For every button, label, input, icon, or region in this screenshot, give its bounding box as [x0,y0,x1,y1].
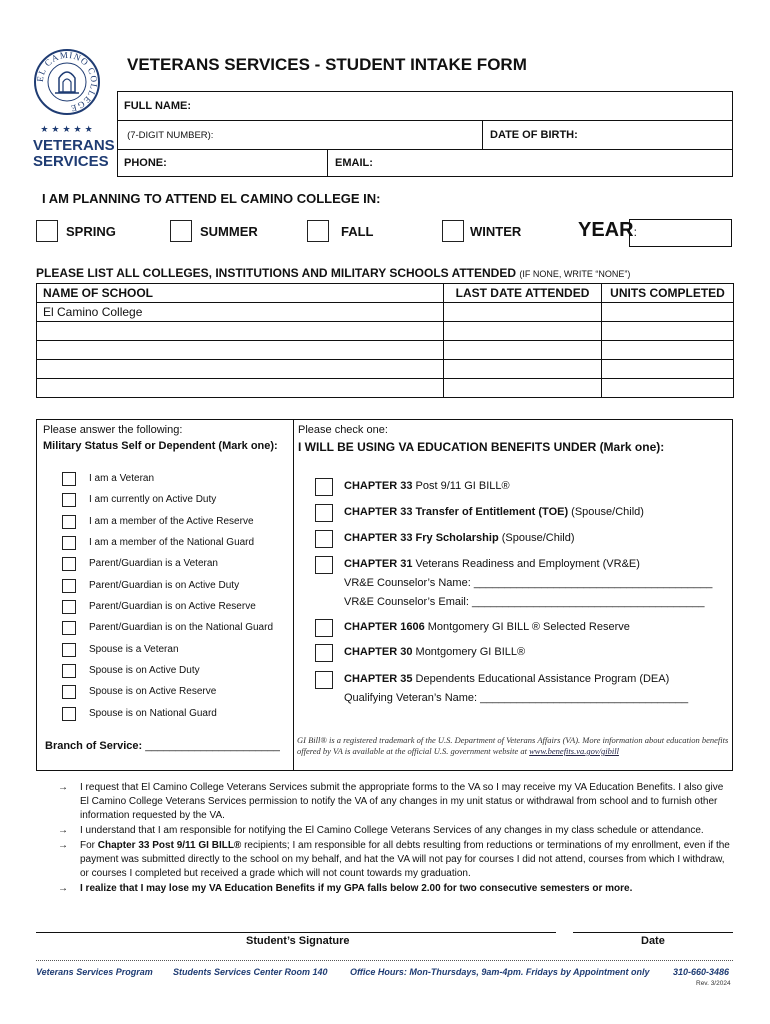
fall-label: FALL [341,224,374,239]
arrow-icon: → [58,840,68,851]
gi-bill-link[interactable]: www.benefits.va.gov/gibill [529,746,619,756]
email-field[interactable] [329,150,729,176]
schools-table [36,283,734,398]
veterans-services-logo-text [33,137,115,170]
status-label: Parent/Guardian is on the National Guard [89,622,273,633]
status-checkbox[interactable] [62,493,76,507]
units-cell[interactable] [602,379,734,398]
student-info-table [117,91,733,177]
qualifying-veteran-name[interactable]: Qualifying Veteran’s Name: __________________________________ [344,692,689,704]
date-label: Date [641,935,665,947]
military-heading: Military Status Self or Dependent (Mark one): [43,440,278,452]
footer-location: Students Services Center Room 140 [173,967,328,977]
branch-of-service[interactable]: Branch of Service: ______________________ [45,740,280,752]
benefits-prompt: Please check one: [298,424,388,436]
student-id-field[interactable] [118,121,483,149]
col-last-date-attended: LAST DATE ATTENDED [444,284,602,303]
schools-heading-note: (IF NONE, WRITE “NONE”) [519,269,631,279]
logo-line-1: VETERANS [33,137,115,154]
full-name-field[interactable] [118,92,732,120]
status-label: Parent/Guardian is on Active Reserve [89,601,256,612]
status-checkbox[interactable] [62,621,76,635]
student-id-row [118,121,732,150]
footer-program: Veterans Services Program [36,967,153,977]
el-camino-seal-logo [33,48,101,116]
contact-row [118,150,732,176]
status-label: Spouse is on Active Duty [89,665,200,676]
ack-item-4: → I realize that I may lose my VA Education Benefits if my GPA falls below 2.00 for two consecutive semesters or more. [58,883,633,894]
signature-label: Student’s Signature [246,935,350,947]
chapter-checkbox[interactable] [315,556,333,574]
status-checkbox[interactable] [62,707,76,721]
benefits-heading: I WILL BE USING VA EDUCATION BENEFITS UNDER (Mark one): [298,440,665,454]
col-units-completed: UNITS COMPLETED [602,284,734,303]
footer-divider [36,960,733,961]
status-label: I am a Veteran [89,473,155,484]
status-checkbox[interactable] [62,600,76,614]
last-date-cell[interactable] [444,341,602,360]
full-name-row [118,92,732,121]
status-checkbox[interactable] [62,536,76,550]
form-title: VETERANS SERVICES - STUDENT INTAKE FORM [127,55,527,74]
last-date-cell[interactable] [444,303,602,322]
status-label: Spouse is on National Guard [89,708,217,719]
chapter-checkbox[interactable] [315,619,333,637]
school-name-cell[interactable] [37,360,444,379]
footer-phone: 310-660-3486 [673,967,730,977]
status-checkbox[interactable] [62,557,76,571]
chapter-checkbox[interactable] [315,478,333,496]
last-date-cell[interactable] [444,379,602,398]
status-label: Spouse is a Veteran [89,644,179,655]
status-checkbox[interactable] [62,664,76,678]
chapter-checkbox[interactable] [315,530,333,548]
table-row [37,379,734,398]
year-input[interactable] [629,219,732,247]
school-name-cell[interactable] [37,379,444,398]
summer-label: SUMMER [200,224,258,239]
vre-counselor-name[interactable]: VR&E Counselor’s Name: _______________________________________ [344,577,713,589]
winter-checkbox[interactable] [442,220,464,242]
gi-bill-trademark-note: GI Bill® is a registered trademark of the U.S. Department of Veterans Affairs (VA). More information about education benefits offered by VA is available at the official U.S. government website at www.benefits.va.gov/gibill [297,735,729,756]
last-date-cell[interactable] [444,360,602,379]
schools-heading [36,266,630,280]
year-label: YEAR: [578,219,637,241]
ack-item-1: → I request that El Camino College Veterans Services submit the appropriate forms to the VA so I may receive my VA Education Benefits. I also give El Camino College Veterans Services permission to notify the VA of any changes in my unit status or withdrawal from school and to furnish other information requested by the VA. [58,782,724,821]
schools-heading-text: PLEASE LIST ALL COLLEGES, INSTITUTIONS AND MILITARY SCHOOLS ATTENDED [36,266,517,280]
status-checkbox[interactable] [62,472,76,486]
dob-field[interactable] [484,121,732,149]
logo-line-2: SERVICES [33,153,109,170]
table-row [37,360,734,379]
signature-line[interactable] [36,932,556,933]
chapter-checkbox[interactable] [315,504,333,522]
status-label: Parent/Guardian is a Veteran [89,558,218,569]
full-name-label: FULL NAME: [124,100,192,112]
student-id-note: (7-DIGIT NUMBER): [127,129,214,141]
school-name-cell[interactable] [37,322,444,341]
winter-label: WINTER [470,224,522,239]
date-line[interactable] [573,932,733,933]
footer-hours: Office Hours: Mon-Thursdays, 9am-4pm. Fridays by Appointment only [350,967,650,977]
status-label: I am a member of the Active Reserve [89,516,254,527]
fall-checkbox[interactable] [307,220,329,242]
military-prompt: Please answer the following: [43,424,183,436]
status-checkbox[interactable] [62,515,76,529]
arrow-icon: → [58,883,68,894]
ack-item-3: → For Chapter 33 Post 9/11 GI BILL® recipients; I am responsible for all debts resulting from reductions or terminations of my enrollment, even if the payment was submitted directly to the school on my behalf, and hat the VA will not pay for courses I did not attend, courses from which I withdraw, or courses I completed but received a grade which will not count towards my graduation. [58,840,730,879]
chapter-checkbox[interactable] [315,644,333,662]
status-checkbox[interactable] [62,643,76,657]
status-checkbox[interactable] [62,579,76,593]
arrow-icon: → [58,782,68,793]
attendance-heading: I AM PLANNING TO ATTEND EL CAMINO COLLEGE IN: [42,191,381,206]
school-name-cell[interactable] [37,341,444,360]
spring-label: SPRING [66,224,116,239]
stars-decoration: ★★★★★ [40,124,96,134]
col-name-of-school: NAME OF SCHOOL [37,284,444,303]
units-cell[interactable] [602,341,734,360]
email-label: EMAIL: [335,157,373,169]
units-cell[interactable] [602,322,734,341]
vre-counselor-email[interactable]: VR&E Counselor’s Email: ______________________________________ [344,596,705,608]
school-name-cell[interactable]: El Camino College [37,303,444,322]
seal-arc-text: EL CAMINO COLLEGE [34,49,100,114]
status-label: Spouse is on Active Reserve [89,686,217,697]
dob-label: DATE OF BIRTH: [490,129,578,141]
units-cell[interactable] [602,360,734,379]
status-label: Parent/Guardian is on Active Duty [89,580,240,591]
table-row [37,341,734,360]
status-label: I am a member of the National Guard [89,537,255,548]
summer-checkbox[interactable] [170,220,192,242]
chapter-checkbox[interactable] [315,671,333,689]
table-row [37,322,734,341]
table-row [37,303,734,322]
units-cell[interactable] [602,303,734,322]
spring-checkbox[interactable] [36,220,58,242]
arrow-icon: → [58,825,68,836]
schools-header-row [37,284,734,303]
last-date-cell[interactable] [444,322,602,341]
phone-label: PHONE: [124,157,167,169]
phone-field[interactable] [118,150,328,176]
status-label: I am currently on Active Duty [89,494,217,505]
status-checkbox[interactable] [62,685,76,699]
ack-item-2: → I understand that I am responsible for notifying the El Camino College Veterans Services of any changes in my class schedule or attendance. [58,825,704,836]
revision-date: Rev. 3/2024 [696,980,731,987]
